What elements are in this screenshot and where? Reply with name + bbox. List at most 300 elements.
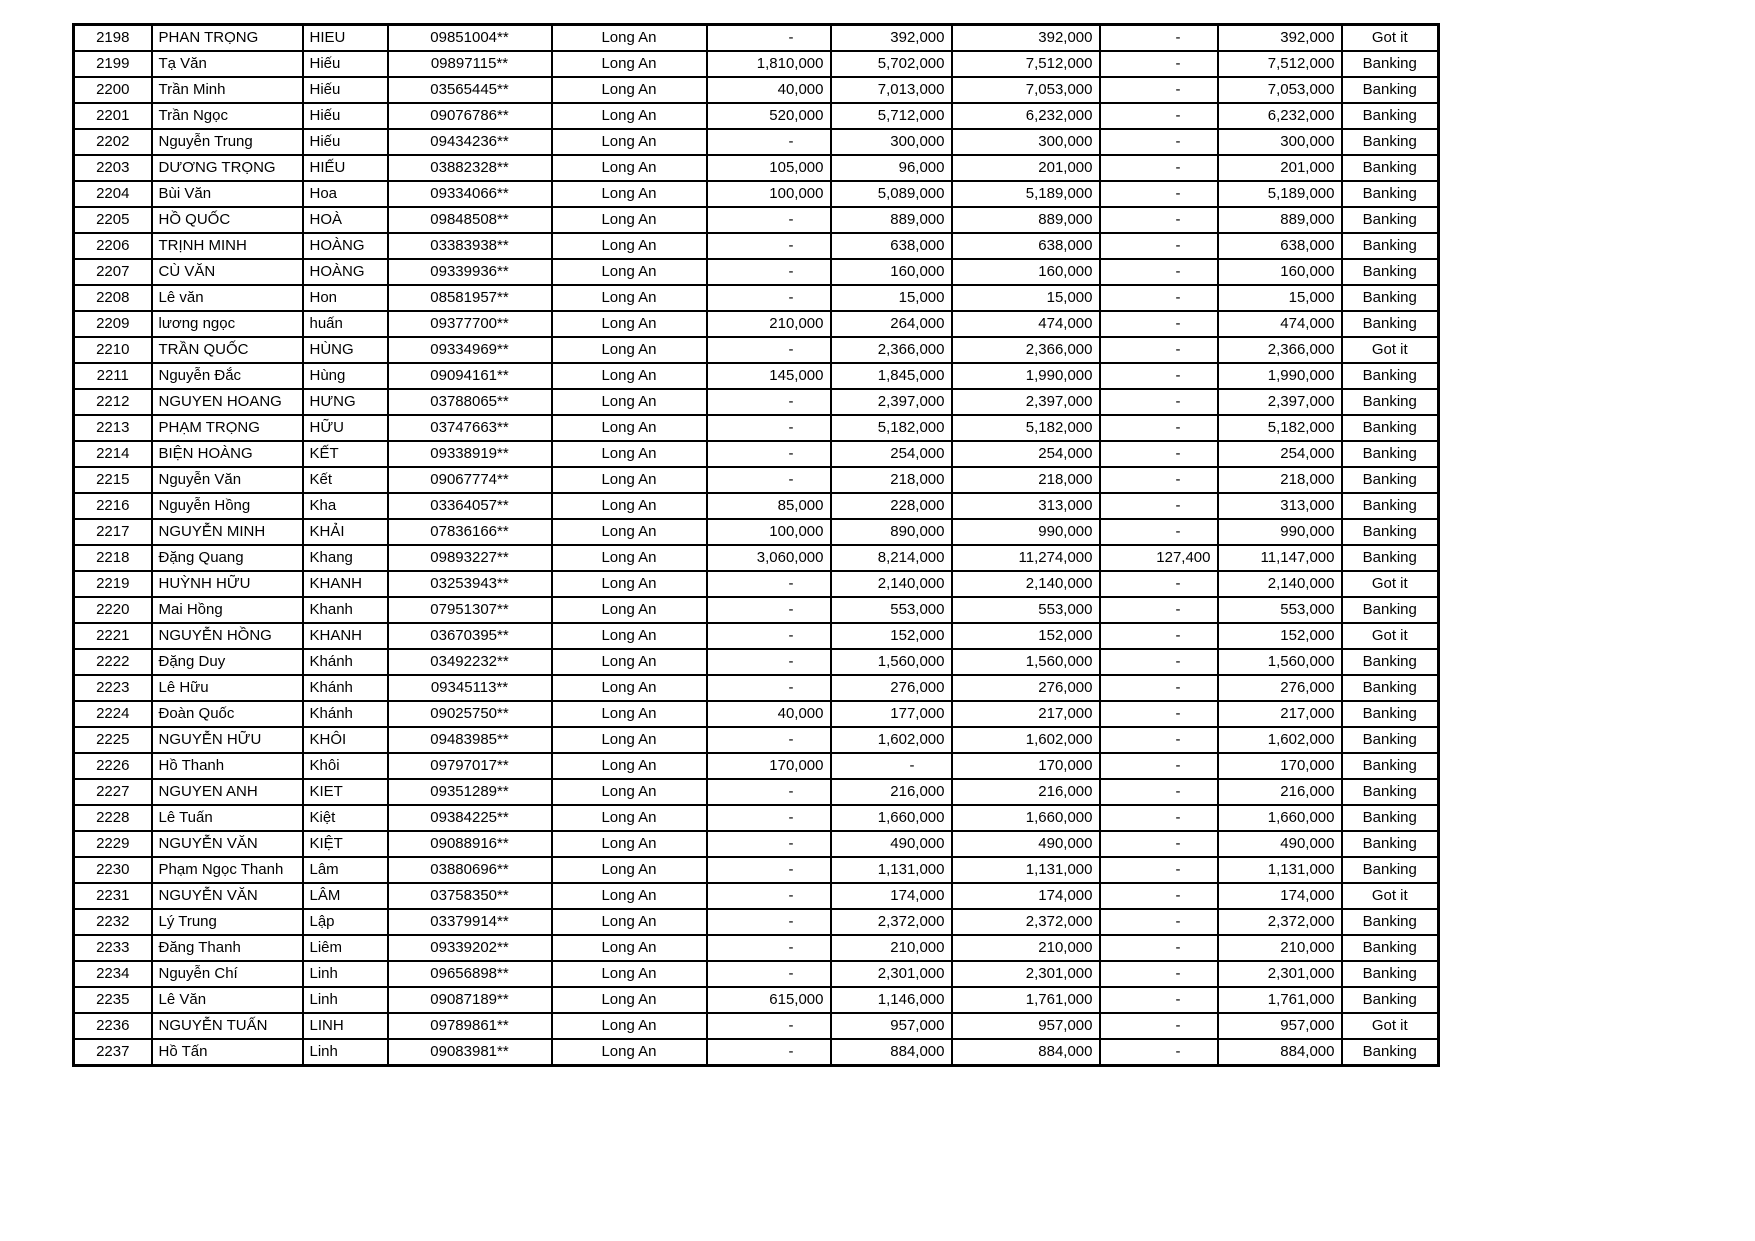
- cell-amount-extra: -: [707, 1013, 831, 1039]
- cell-amount-fee: -: [1100, 129, 1218, 155]
- cell-last-name: KHÔI: [303, 727, 388, 753]
- cell-amount-total: 210,000: [952, 935, 1100, 961]
- cell-status: Banking: [1342, 467, 1439, 493]
- cell-amount-main: 392,000: [831, 25, 952, 52]
- cell-province: Long An: [552, 415, 707, 441]
- cell-phone: 09789861**: [388, 1013, 552, 1039]
- cell-amount-main: 264,000: [831, 311, 952, 337]
- cell-amount-main: 1,602,000: [831, 727, 952, 753]
- cell-last-name: HƯNG: [303, 389, 388, 415]
- cell-amount-main: 553,000: [831, 597, 952, 623]
- cell-phone: 03758350**: [388, 883, 552, 909]
- cell-last-name: Linh: [303, 987, 388, 1013]
- cell-amount-extra: -: [707, 25, 831, 52]
- cell-status: Got it: [1342, 25, 1439, 52]
- cell-province: Long An: [552, 77, 707, 103]
- cell-first-name: Mai Hồng: [152, 597, 303, 623]
- cell-status: Got it: [1342, 1013, 1439, 1039]
- cell-amount-total: 957,000: [952, 1013, 1100, 1039]
- cell-province: Long An: [552, 805, 707, 831]
- cell-phone: 09334066**: [388, 181, 552, 207]
- cell-amount-total: 638,000: [952, 233, 1100, 259]
- cell-amount-final: 210,000: [1218, 935, 1342, 961]
- cell-stt: 2208: [74, 285, 152, 311]
- table-row: [74, 545, 1439, 571]
- cell-first-name: Phạm Ngọc Thanh: [152, 857, 303, 883]
- cell-status: Banking: [1342, 129, 1439, 155]
- cell-status: Banking: [1342, 311, 1439, 337]
- table-row: [74, 597, 1439, 623]
- cell-amount-fee: -: [1100, 51, 1218, 77]
- cell-amount-fee: -: [1100, 389, 1218, 415]
- cell-phone: 09087189**: [388, 987, 552, 1013]
- table-row: [74, 805, 1439, 831]
- cell-stt: 2234: [74, 961, 152, 987]
- cell-last-name: Hùng: [303, 363, 388, 389]
- cell-amount-total: 313,000: [952, 493, 1100, 519]
- cell-first-name: Trần Minh: [152, 77, 303, 103]
- cell-amount-fee: -: [1100, 623, 1218, 649]
- cell-phone: 03379914**: [388, 909, 552, 935]
- cell-province: Long An: [552, 233, 707, 259]
- cell-amount-fee: -: [1100, 753, 1218, 779]
- cell-stt: 2204: [74, 181, 152, 207]
- cell-amount-total: 2,366,000: [952, 337, 1100, 363]
- cell-amount-total: 553,000: [952, 597, 1100, 623]
- cell-status: Banking: [1342, 259, 1439, 285]
- cell-status: Banking: [1342, 701, 1439, 727]
- cell-amount-total: 990,000: [952, 519, 1100, 545]
- cell-province: Long An: [552, 935, 707, 961]
- table-row: [74, 1013, 1439, 1039]
- cell-amount-extra: -: [707, 337, 831, 363]
- cell-last-name: Kha: [303, 493, 388, 519]
- cell-amount-main: 2,397,000: [831, 389, 952, 415]
- cell-stt: 2230: [74, 857, 152, 883]
- cell-amount-final: 884,000: [1218, 1039, 1342, 1066]
- cell-amount-extra: 85,000: [707, 493, 831, 519]
- cell-first-name: Lê văn: [152, 285, 303, 311]
- cell-stt: 2233: [74, 935, 152, 961]
- cell-amount-main: 177,000: [831, 701, 952, 727]
- cell-stt: 2220: [74, 597, 152, 623]
- cell-stt: 2206: [74, 233, 152, 259]
- cell-amount-final: 1,990,000: [1218, 363, 1342, 389]
- cell-status: Banking: [1342, 675, 1439, 701]
- cell-last-name: KHANH: [303, 571, 388, 597]
- cell-last-name: Liêm: [303, 935, 388, 961]
- cell-phone: 03364057**: [388, 493, 552, 519]
- cell-amount-fee: -: [1100, 701, 1218, 727]
- cell-last-name: LÂM: [303, 883, 388, 909]
- cell-amount-main: 152,000: [831, 623, 952, 649]
- cell-first-name: HUỲNH HỮU: [152, 571, 303, 597]
- cell-amount-main: 210,000: [831, 935, 952, 961]
- cell-first-name: Tạ Văn: [152, 51, 303, 77]
- cell-stt: 2232: [74, 909, 152, 935]
- cell-phone: 03565445**: [388, 77, 552, 103]
- cell-amount-total: 5,182,000: [952, 415, 1100, 441]
- cell-phone: 09797017**: [388, 753, 552, 779]
- cell-status: Banking: [1342, 1039, 1439, 1066]
- table-row: [74, 337, 1439, 363]
- cell-phone: 03788065**: [388, 389, 552, 415]
- cell-stt: 2235: [74, 987, 152, 1013]
- cell-first-name: Hồ Tấn: [152, 1039, 303, 1066]
- cell-province: Long An: [552, 1013, 707, 1039]
- table-row: [74, 311, 1439, 337]
- cell-amount-extra: -: [707, 233, 831, 259]
- cell-amount-extra: -: [707, 597, 831, 623]
- cell-amount-fee: -: [1100, 155, 1218, 181]
- cell-first-name: PHAN TRỌNG: [152, 25, 303, 52]
- cell-amount-main: 889,000: [831, 207, 952, 233]
- table-row: [74, 389, 1439, 415]
- cell-last-name: HOÀNG: [303, 233, 388, 259]
- cell-first-name: NGUYỄN HỒNG: [152, 623, 303, 649]
- cell-stt: 2225: [74, 727, 152, 753]
- cell-amount-main: 890,000: [831, 519, 952, 545]
- cell-amount-final: 2,372,000: [1218, 909, 1342, 935]
- table-row: [74, 675, 1439, 701]
- table-row: [74, 987, 1439, 1013]
- cell-amount-final: 152,000: [1218, 623, 1342, 649]
- cell-amount-final: 553,000: [1218, 597, 1342, 623]
- cell-amount-fee: -: [1100, 493, 1218, 519]
- cell-province: Long An: [552, 103, 707, 129]
- cell-stt: 2209: [74, 311, 152, 337]
- cell-status: Banking: [1342, 753, 1439, 779]
- cell-phone: 09351289**: [388, 779, 552, 805]
- table-row: [74, 415, 1439, 441]
- cell-amount-extra: -: [707, 467, 831, 493]
- cell-amount-main: 216,000: [831, 779, 952, 805]
- cell-province: Long An: [552, 181, 707, 207]
- cell-amount-final: 1,761,000: [1218, 987, 1342, 1013]
- cell-amount-main: 884,000: [831, 1039, 952, 1066]
- cell-amount-fee: -: [1100, 259, 1218, 285]
- table-row: [74, 857, 1439, 883]
- cell-province: Long An: [552, 25, 707, 52]
- cell-amount-final: 474,000: [1218, 311, 1342, 337]
- cell-province: Long An: [552, 467, 707, 493]
- cell-stt: 2207: [74, 259, 152, 285]
- cell-phone: 09339202**: [388, 935, 552, 961]
- cell-amount-extra: 145,000: [707, 363, 831, 389]
- cell-status: Banking: [1342, 935, 1439, 961]
- cell-stt: 2202: [74, 129, 152, 155]
- cell-province: Long An: [552, 519, 707, 545]
- cell-amount-final: 300,000: [1218, 129, 1342, 155]
- cell-first-name: TRẦN QUỐC: [152, 337, 303, 363]
- cell-amount-final: 201,000: [1218, 155, 1342, 181]
- cell-amount-total: 1,560,000: [952, 649, 1100, 675]
- cell-status: Banking: [1342, 909, 1439, 935]
- cell-amount-main: 638,000: [831, 233, 952, 259]
- cell-amount-main: 7,013,000: [831, 77, 952, 103]
- cell-amount-main: 5,089,000: [831, 181, 952, 207]
- table-row: [74, 155, 1439, 181]
- cell-amount-total: 217,000: [952, 701, 1100, 727]
- cell-amount-extra: 210,000: [707, 311, 831, 337]
- cell-amount-extra: -: [707, 935, 831, 961]
- cell-status: Banking: [1342, 493, 1439, 519]
- cell-amount-fee: -: [1100, 285, 1218, 311]
- cell-stt: 2201: [74, 103, 152, 129]
- cell-phone: 09851004**: [388, 25, 552, 52]
- cell-amount-final: 638,000: [1218, 233, 1342, 259]
- cell-status: Banking: [1342, 103, 1439, 129]
- cell-status: Banking: [1342, 285, 1439, 311]
- cell-amount-fee: -: [1100, 727, 1218, 753]
- cell-amount-main: 1,146,000: [831, 987, 952, 1013]
- cell-last-name: HIẾU: [303, 155, 388, 181]
- cell-status: Got it: [1342, 883, 1439, 909]
- cell-amount-total: 160,000: [952, 259, 1100, 285]
- cell-amount-total: 216,000: [952, 779, 1100, 805]
- cell-status: Banking: [1342, 363, 1439, 389]
- cell-amount-total: 6,232,000: [952, 103, 1100, 129]
- cell-last-name: Khang: [303, 545, 388, 571]
- cell-first-name: Đoàn Quốc: [152, 701, 303, 727]
- cell-stt: 2199: [74, 51, 152, 77]
- cell-phone: 09893227**: [388, 545, 552, 571]
- cell-amount-main: 957,000: [831, 1013, 952, 1039]
- cell-phone: 08581957**: [388, 285, 552, 311]
- cell-first-name: Nguyễn Văn: [152, 467, 303, 493]
- cell-amount-extra: -: [707, 857, 831, 883]
- cell-province: Long An: [552, 51, 707, 77]
- cell-phone: 03880696**: [388, 857, 552, 883]
- cell-amount-extra: 1,810,000: [707, 51, 831, 77]
- cell-amount-final: 2,366,000: [1218, 337, 1342, 363]
- cell-province: Long An: [552, 597, 707, 623]
- cell-amount-extra: 100,000: [707, 519, 831, 545]
- cell-last-name: Lập: [303, 909, 388, 935]
- cell-last-name: Hon: [303, 285, 388, 311]
- cell-stt: 2237: [74, 1039, 152, 1066]
- cell-last-name: HOÀ: [303, 207, 388, 233]
- cell-amount-final: 2,301,000: [1218, 961, 1342, 987]
- cell-amount-main: 8,214,000: [831, 545, 952, 571]
- cell-first-name: NGUYỄN VĂN: [152, 831, 303, 857]
- cell-amount-final: 1,131,000: [1218, 857, 1342, 883]
- cell-amount-fee: -: [1100, 77, 1218, 103]
- cell-amount-extra: 100,000: [707, 181, 831, 207]
- cell-stt: 2231: [74, 883, 152, 909]
- cell-province: Long An: [552, 623, 707, 649]
- cell-stt: 2198: [74, 25, 152, 52]
- cell-amount-total: 174,000: [952, 883, 1100, 909]
- table-row: [74, 103, 1439, 129]
- cell-first-name: Nguyễn Chí: [152, 961, 303, 987]
- cell-status: Banking: [1342, 649, 1439, 675]
- cell-last-name: Khánh: [303, 701, 388, 727]
- cell-amount-main: 2,366,000: [831, 337, 952, 363]
- cell-amount-total: 276,000: [952, 675, 1100, 701]
- cell-amount-extra: -: [707, 415, 831, 441]
- cell-last-name: HOÀNG: [303, 259, 388, 285]
- cell-first-name: NGUYỄN MINH: [152, 519, 303, 545]
- cell-province: Long An: [552, 363, 707, 389]
- cell-amount-extra: -: [707, 259, 831, 285]
- cell-first-name: TRỊNH MINH: [152, 233, 303, 259]
- cell-first-name: Lý Trung: [152, 909, 303, 935]
- cell-status: Banking: [1342, 857, 1439, 883]
- cell-amount-extra: -: [707, 961, 831, 987]
- cell-amount-total: 15,000: [952, 285, 1100, 311]
- cell-amount-final: 5,182,000: [1218, 415, 1342, 441]
- cell-amount-total: 11,274,000: [952, 545, 1100, 571]
- cell-province: Long An: [552, 987, 707, 1013]
- cell-amount-fee: -: [1100, 883, 1218, 909]
- cell-last-name: Lâm: [303, 857, 388, 883]
- cell-amount-extra: -: [707, 571, 831, 597]
- cell-province: Long An: [552, 207, 707, 233]
- cell-first-name: PHẠM TRỌNG: [152, 415, 303, 441]
- cell-status: Banking: [1342, 389, 1439, 415]
- cell-province: Long An: [552, 675, 707, 701]
- cell-amount-main: 15,000: [831, 285, 952, 311]
- cell-amount-main: 218,000: [831, 467, 952, 493]
- cell-amount-extra: -: [707, 207, 831, 233]
- cell-province: Long An: [552, 389, 707, 415]
- table-row: [74, 1039, 1439, 1066]
- cell-last-name: KIET: [303, 779, 388, 805]
- cell-amount-total: 5,189,000: [952, 181, 1100, 207]
- cell-amount-final: 7,053,000: [1218, 77, 1342, 103]
- cell-amount-extra: -: [707, 831, 831, 857]
- cell-first-name: Lê Hữu: [152, 675, 303, 701]
- cell-amount-extra: -: [707, 129, 831, 155]
- table-row: [74, 441, 1439, 467]
- cell-amount-main: 174,000: [831, 883, 952, 909]
- cell-last-name: LINH: [303, 1013, 388, 1039]
- cell-amount-total: 1,602,000: [952, 727, 1100, 753]
- cell-amount-final: 276,000: [1218, 675, 1342, 701]
- cell-first-name: DƯƠNG TRỌNG: [152, 155, 303, 181]
- cell-phone: 09656898**: [388, 961, 552, 987]
- cell-amount-extra: -: [707, 883, 831, 909]
- cell-amount-total: 152,000: [952, 623, 1100, 649]
- cell-amount-total: 7,053,000: [952, 77, 1100, 103]
- cell-province: Long An: [552, 649, 707, 675]
- cell-amount-main: 2,372,000: [831, 909, 952, 935]
- cell-amount-total: 392,000: [952, 25, 1100, 52]
- table-row: [74, 181, 1439, 207]
- table-row: [74, 935, 1439, 961]
- table-row: [74, 207, 1439, 233]
- cell-last-name: Khánh: [303, 649, 388, 675]
- cell-amount-extra: 105,000: [707, 155, 831, 181]
- cell-amount-final: 490,000: [1218, 831, 1342, 857]
- cell-phone: 09076786**: [388, 103, 552, 129]
- cell-amount-main: 1,660,000: [831, 805, 952, 831]
- cell-first-name: lương ngọc: [152, 311, 303, 337]
- cell-last-name: Khánh: [303, 675, 388, 701]
- cell-stt: 2218: [74, 545, 152, 571]
- cell-amount-final: 254,000: [1218, 441, 1342, 467]
- cell-last-name: KHẢI: [303, 519, 388, 545]
- cell-last-name: huấn: [303, 311, 388, 337]
- cell-amount-main: 5,182,000: [831, 415, 952, 441]
- cell-first-name: BIỆN HOÀNG: [152, 441, 303, 467]
- table-row: [74, 285, 1439, 311]
- cell-amount-total: 218,000: [952, 467, 1100, 493]
- cell-amount-extra: -: [707, 389, 831, 415]
- cell-amount-main: 1,131,000: [831, 857, 952, 883]
- cell-phone: 09083981**: [388, 1039, 552, 1066]
- cell-phone: 09334969**: [388, 337, 552, 363]
- cell-amount-main: -: [831, 753, 952, 779]
- cell-first-name: Bùi Văn: [152, 181, 303, 207]
- cell-province: Long An: [552, 493, 707, 519]
- cell-phone: 03253943**: [388, 571, 552, 597]
- cell-stt: 2212: [74, 389, 152, 415]
- cell-province: Long An: [552, 337, 707, 363]
- cell-status: Banking: [1342, 597, 1439, 623]
- table-row: [74, 909, 1439, 935]
- cell-amount-final: 15,000: [1218, 285, 1342, 311]
- cell-amount-total: 2,397,000: [952, 389, 1100, 415]
- cell-amount-fee: -: [1100, 857, 1218, 883]
- cell-first-name: Nguyễn Đắc: [152, 363, 303, 389]
- cell-first-name: CÙ VĂN: [152, 259, 303, 285]
- cell-status: Banking: [1342, 987, 1439, 1013]
- cell-amount-total: 201,000: [952, 155, 1100, 181]
- table-row: [74, 129, 1439, 155]
- cell-amount-total: 300,000: [952, 129, 1100, 155]
- cell-status: Banking: [1342, 233, 1439, 259]
- cell-amount-extra: -: [707, 779, 831, 805]
- cell-amount-main: 1,845,000: [831, 363, 952, 389]
- cell-stt: 2213: [74, 415, 152, 441]
- cell-amount-extra: -: [707, 675, 831, 701]
- cell-first-name: Nguyễn Trung: [152, 129, 303, 155]
- table-row: [74, 25, 1439, 52]
- cell-amount-total: 1,660,000: [952, 805, 1100, 831]
- table-row: [74, 727, 1439, 753]
- cell-amount-extra: -: [707, 649, 831, 675]
- table-row: [74, 701, 1439, 727]
- cell-amount-final: 5,189,000: [1218, 181, 1342, 207]
- cell-province: Long An: [552, 727, 707, 753]
- table-row: [74, 519, 1439, 545]
- cell-last-name: KẾT: [303, 441, 388, 467]
- cell-phone: 07951307**: [388, 597, 552, 623]
- cell-stt: 2226: [74, 753, 152, 779]
- cell-province: Long An: [552, 285, 707, 311]
- cell-stt: 2229: [74, 831, 152, 857]
- cell-stt: 2215: [74, 467, 152, 493]
- cell-amount-extra: -: [707, 441, 831, 467]
- cell-phone: 03492232**: [388, 649, 552, 675]
- cell-province: Long An: [552, 831, 707, 857]
- cell-amount-main: 490,000: [831, 831, 952, 857]
- cell-amount-extra: -: [707, 1039, 831, 1066]
- cell-amount-total: 2,372,000: [952, 909, 1100, 935]
- cell-amount-final: 1,560,000: [1218, 649, 1342, 675]
- cell-amount-fee: -: [1100, 831, 1218, 857]
- cell-amount-total: 254,000: [952, 441, 1100, 467]
- table-row: [74, 623, 1439, 649]
- cell-last-name: KIỆT: [303, 831, 388, 857]
- cell-first-name: Đặng Duy: [152, 649, 303, 675]
- cell-amount-fee: -: [1100, 25, 1218, 52]
- cell-first-name: Lê Tuấn: [152, 805, 303, 831]
- cell-status: Banking: [1342, 805, 1439, 831]
- cell-status: Banking: [1342, 51, 1439, 77]
